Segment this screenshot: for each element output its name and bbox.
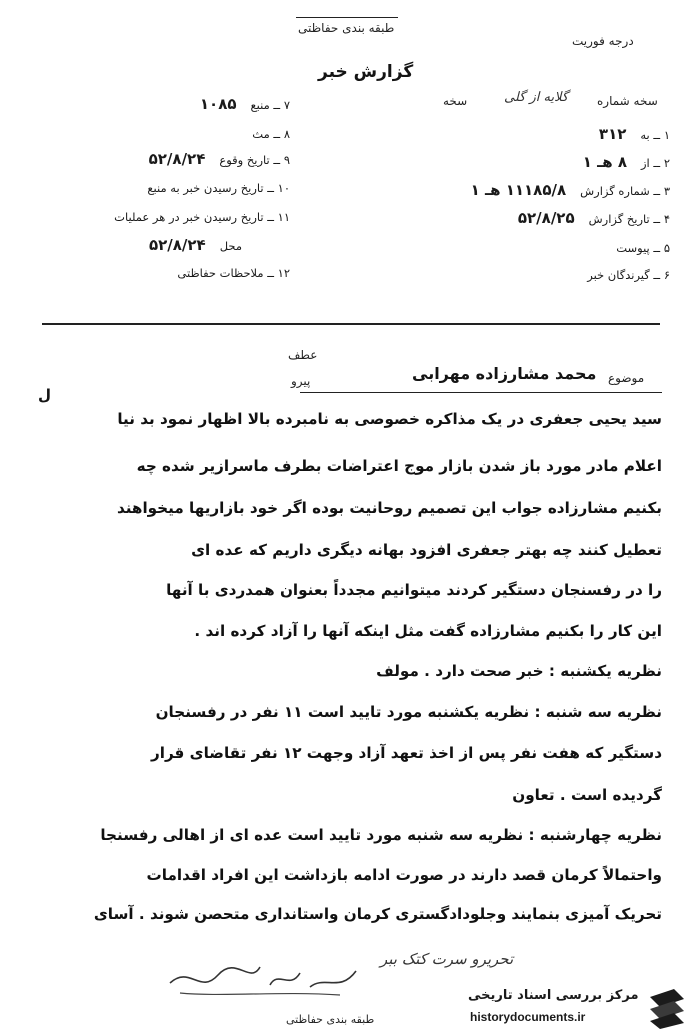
body-line: این کار را بکنیم مشارزاده گفت مثل اینکه آنها را آزاد کرده اند . xyxy=(194,622,662,640)
body-line: نظریه سه شنبه : نظریه یکشنبه مورد تایید است ۱۱ نفر در رفسنجان xyxy=(155,703,662,721)
field-occurrence-date xyxy=(149,150,290,168)
report-title: گزارش خبر xyxy=(318,62,414,82)
sheet-number-handwriting: گلایه از گلی xyxy=(504,90,569,105)
field-value: ۳۱۲ xyxy=(598,125,627,143)
field-label: ۱ ــ به xyxy=(640,128,670,142)
field-label: ۱۱ ــ تاریخ رسیدن خبر در هر عملیات xyxy=(114,210,290,224)
field-value: ۵۲/۸/۲۵ xyxy=(517,209,575,227)
classification-top: طبقه بندی حفاظتی xyxy=(298,21,395,35)
watermark-name: مرکز بررسی اسناد تاریخی xyxy=(468,988,639,1003)
field-value: ۱۱۱۸۵/۸ هـ ۱ xyxy=(470,181,567,199)
subject-underline xyxy=(300,392,662,393)
handwritten-signature xyxy=(160,945,460,1005)
field-source xyxy=(200,95,290,113)
sheet-number-label: سخه شماره xyxy=(597,94,658,108)
body-line: تعطیل کنند چه بهتر جعفری افزود بهانه دیگری داریم که عده ای xyxy=(191,541,662,559)
margin-mark: ل xyxy=(38,386,52,404)
followup-label: پیرو xyxy=(291,374,311,388)
classification-underline xyxy=(296,17,398,18)
body-line: دستگیر که هفت نفر پس از اخذ تعهد آزاد وجهت ۱۲ نفر تقاضای قرار xyxy=(151,744,662,762)
subject-value: محمد مشارزاده مهرابی xyxy=(412,364,597,383)
field-value: ۱۰۸۵ xyxy=(199,95,237,113)
watermark-logo-icon xyxy=(644,985,690,1031)
field-label: ۷ ــ منبع xyxy=(250,98,290,112)
body-line: اعلام مادر مورد باز شدن بازار موج اعتراضات بطرف ماسرازیر شده چه xyxy=(136,457,662,475)
body-line: واحتمالاً کرمان قصد دارند در صورت ادامه بازداشت این افراد اقدامات xyxy=(146,866,662,884)
header-divider xyxy=(42,323,660,325)
watermark-url: historydocuments.ir xyxy=(470,1010,586,1024)
field-received-ops xyxy=(100,207,290,225)
field-label: ۲ ــ از xyxy=(641,156,670,170)
field-location xyxy=(149,236,242,254)
field-label: ۸ ــ مث xyxy=(252,127,290,141)
subject-label: موضوع xyxy=(608,371,645,385)
field-label: ۳ ــ شماره گزارش xyxy=(580,184,670,198)
field-security-notes xyxy=(163,263,290,281)
body-line: نظریه یکشنبه : خبر صحت دارد . مولف xyxy=(376,662,662,680)
field-from xyxy=(583,153,670,171)
classification-bottom: طبقه بندی حفاظتی xyxy=(286,1013,375,1026)
field-label: ۶ ــ گیرندگان خبر xyxy=(587,268,670,282)
sheet-suffix-label: سخه xyxy=(443,94,468,108)
reference-label: عطف xyxy=(288,348,318,362)
field-value: ۵۲/۸/۲۴ xyxy=(148,150,206,168)
field-report-number xyxy=(471,181,670,199)
field-report-date xyxy=(518,209,670,227)
body-line: را در رفسنجان دستگیر کردند میتوانیم مجدداً بعنوان همدردی با آنها xyxy=(166,581,662,599)
body-line: نظریه چهارشنبه : نظریه سه شنبه مورد تایید است عده ای از اهالی رفسنجا xyxy=(100,826,662,844)
body-line: تحریک آمیزی بنمایند وجلودادگستری کرمان واستانداری متحصن شوند . آسای xyxy=(93,905,662,923)
field-8 xyxy=(238,124,290,142)
field-attachment xyxy=(602,238,670,256)
signature-note: تحریرو سرت کتک ببر xyxy=(380,950,514,968)
body-line: گردیده است . تعاون xyxy=(512,786,662,804)
field-to xyxy=(599,125,670,143)
field-value: ۸ هـ ۱ xyxy=(582,153,627,171)
field-label: ۱۰ ــ تاریخ رسیدن خبر به منبع xyxy=(147,181,290,195)
field-label: ۵ ــ پیوست xyxy=(616,241,670,255)
field-label: محل xyxy=(219,239,242,253)
body-line: بکنیم مشارزاده جواب این تصمیم روحانیت بوده اگر خود بازاریها میخواهند xyxy=(116,499,662,517)
priority-label: درجه فوریت xyxy=(572,34,634,48)
body-line: سید یحیی جعفری در یک مذاکره خصوصی به نامبرده بالا اظهار نمود بد نیا xyxy=(117,410,662,428)
field-recipients xyxy=(573,265,670,283)
field-label: ۴ ــ تاریخ گزارش xyxy=(588,212,670,226)
field-label: ۱۲ ــ ملاحظات حفاظتی xyxy=(177,266,290,280)
field-label: ۹ ــ تاریخ وقوع xyxy=(219,153,290,167)
field-value: ۵۲/۸/۲۴ xyxy=(148,236,206,254)
field-received-source xyxy=(133,178,290,196)
